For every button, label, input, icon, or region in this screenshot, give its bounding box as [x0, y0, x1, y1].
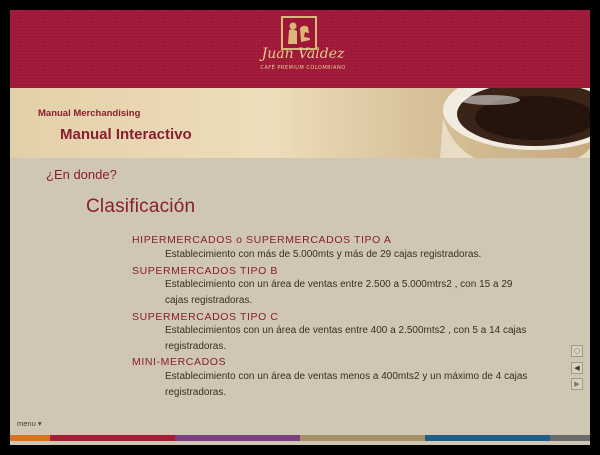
stripe-segment: [50, 435, 175, 441]
header: [10, 10, 590, 88]
stripe-segment: [300, 435, 425, 441]
category-description: Establecimiento con más de 5.000mts y más de 29 cajas registradoras.: [165, 249, 482, 260]
color-stripe: [10, 435, 590, 441]
question-heading: ¿En donde?: [46, 167, 117, 182]
brand-name: Juan Valdez: [261, 46, 345, 62]
home-button[interactable]: [571, 345, 583, 357]
app-frame: [10, 10, 590, 445]
page-title: Clasificación: [86, 196, 196, 217]
banner: [10, 88, 590, 158]
home-icon: ○: [573, 347, 581, 355]
category-title: MINI-MERCADOS: [132, 356, 227, 368]
brand-tagline: CAFÉ PREMIUM COLOMBIANO: [260, 65, 346, 71]
category-title: SUPERMERCADOS TIPO B: [132, 265, 278, 277]
next-arrow-icon: ▶: [574, 380, 580, 388]
stripe-segment: [10, 435, 50, 441]
banner-subtitle: Manual Merchandising: [38, 108, 141, 119]
category-title: SUPERMERCADOS TIPO C: [132, 311, 279, 323]
next-button[interactable]: [571, 378, 583, 390]
menu-button[interactable]: menu ▾: [17, 419, 42, 428]
logo-icon: [281, 16, 317, 50]
previous-arrow-icon: ◀: [574, 364, 580, 372]
stripe-segment: [425, 435, 550, 441]
category-description: Establecimiento con un área de ventas menos a 400mts2 y un máximo de 4 cajas registradoras.: [165, 371, 528, 398]
previous-button[interactable]: [571, 362, 583, 374]
category-title: HIPERMERCADOS o SUPERMERCADOS TIPO A: [132, 234, 392, 246]
banner-title: Manual Interactivo: [60, 126, 192, 143]
category-description: Establecimientos con un área de ventas entre 400 a 2.500mts2 , con 5 a 14 cajas registradoras.: [165, 325, 527, 352]
stripe-segment: [175, 435, 300, 441]
stripe-segment: [550, 435, 590, 441]
category-description: Establecimiento con un área de ventas entre 2.500 a 5.000mtrs2 , con 15 a 29 cajas registradoras.: [165, 279, 513, 306]
coffee-cup-image: [440, 88, 590, 158]
